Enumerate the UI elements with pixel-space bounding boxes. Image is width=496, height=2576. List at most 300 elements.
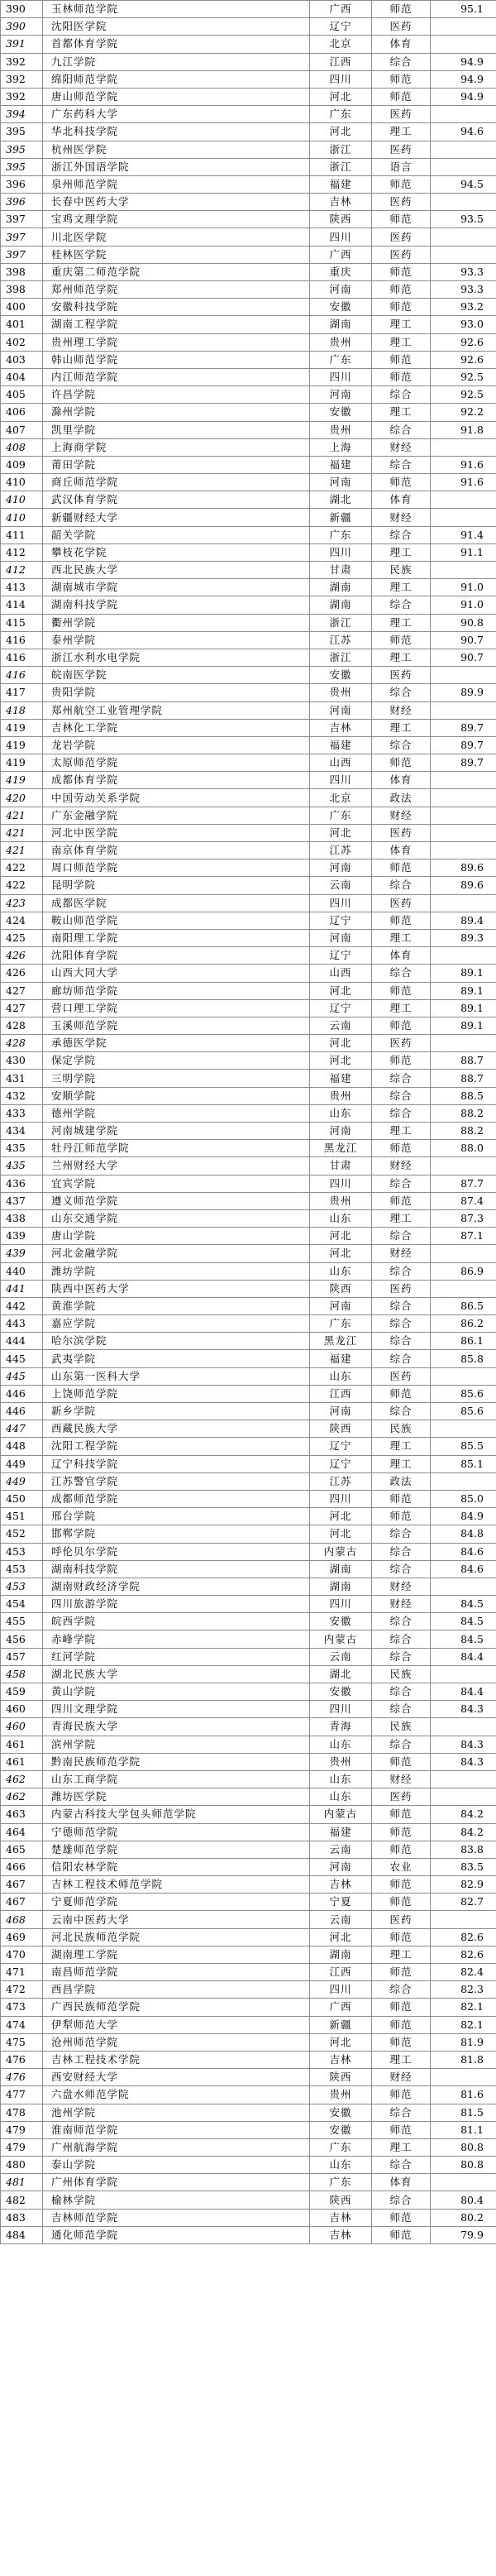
province-cell: 福建 <box>310 175 372 193</box>
score-cell: 95.1 <box>431 1 496 18</box>
type-cell: 民族 <box>372 1665 431 1683</box>
type-cell: 综合 <box>372 1087 431 1104</box>
score-cell <box>431 824 496 841</box>
rank-cell: 442 <box>1 1297 43 1314</box>
province-cell: 山东 <box>310 1770 372 1788</box>
province-cell: 湖南 <box>310 596 372 614</box>
table-row <box>1 1385 496 1402</box>
score-cell: 84.2 <box>431 1806 496 1823</box>
table-row <box>1 211 496 228</box>
type-cell: 师范 <box>372 1753 431 1770</box>
type-cell: 综合 <box>372 526 431 543</box>
table-row <box>1 772 496 789</box>
type-cell: 综合 <box>372 1297 431 1314</box>
province-cell: 湖北 <box>310 1665 372 1683</box>
table-row <box>1 1280 496 1297</box>
university-name-cell: 凯里学院 <box>43 421 310 438</box>
rank-cell: 430 <box>1 1052 43 1070</box>
score-cell <box>431 1770 496 1788</box>
type-cell: 财经 <box>372 1596 431 1613</box>
province-cell: 宁夏 <box>310 1894 372 1911</box>
type-cell: 综合 <box>372 1630 431 1648</box>
table-row <box>1 2174 496 2191</box>
type-cell: 理工 <box>372 2051 431 2068</box>
province-cell: 河南 <box>310 386 372 404</box>
university-name-cell: 六盘水师范学院 <box>43 2086 310 2104</box>
rank-cell: 425 <box>1 929 43 946</box>
table-row <box>1 1736 496 1753</box>
university-name-cell: 西昌学院 <box>43 1981 310 1999</box>
score-cell <box>431 807 496 824</box>
type-cell: 医药 <box>372 246 431 263</box>
rank-cell: 470 <box>1 1946 43 1963</box>
score-cell: 84.4 <box>431 1648 496 1665</box>
university-name-cell: 沈阳工程学院 <box>43 1438 310 1455</box>
province-cell: 新疆 <box>310 509 372 526</box>
type-cell: 师范 <box>372 299 431 316</box>
type-cell: 师范 <box>372 368 431 385</box>
rank-cell: 390 <box>1 18 43 36</box>
rank-cell: 446 <box>1 1385 43 1402</box>
university-name-cell: 宁德师范学院 <box>43 1823 310 1841</box>
table-row <box>1 228 496 246</box>
table-row <box>1 70 496 88</box>
province-cell: 吉林 <box>310 2051 372 2068</box>
table-row <box>1 456 496 473</box>
type-cell: 体育 <box>372 842 431 859</box>
type-cell: 综合 <box>372 1560 431 1578</box>
table-row <box>1 667 496 684</box>
university-name-cell: 滨州学院 <box>43 1736 310 1753</box>
type-cell: 综合 <box>372 1648 431 1665</box>
province-cell: 贵州 <box>310 2086 372 2104</box>
rank-cell: 439 <box>1 1245 43 1262</box>
province-cell: 广西 <box>310 1 372 18</box>
rank-cell: 457 <box>1 1648 43 1665</box>
table-row <box>1 596 496 614</box>
score-cell: 85.8 <box>431 1350 496 1367</box>
score-cell: 89.1 <box>431 965 496 982</box>
table-row <box>1 404 496 421</box>
province-cell: 青海 <box>310 1718 372 1736</box>
university-name-cell: 云南中医药大学 <box>43 1911 310 1928</box>
table-row <box>1 421 496 438</box>
province-cell: 四川 <box>310 772 372 789</box>
table-row <box>1 929 496 946</box>
rank-cell: 456 <box>1 1630 43 1648</box>
university-name-cell: 昆明学院 <box>43 877 310 894</box>
table-row <box>1 982 496 999</box>
province-cell: 四川 <box>310 543 372 561</box>
type-cell: 语言 <box>372 158 431 175</box>
score-cell <box>431 1788 496 1806</box>
score-cell: 88.7 <box>431 1070 496 1087</box>
university-name-cell: 西北民族大学 <box>43 562 310 579</box>
rank-cell: 394 <box>1 106 43 123</box>
province-cell: 安徽 <box>310 299 372 316</box>
university-name-cell: 营口理工学院 <box>43 999 310 1017</box>
score-cell: 94.9 <box>431 70 496 88</box>
score-cell: 89.1 <box>431 982 496 999</box>
score-cell: 88.7 <box>431 1052 496 1070</box>
type-cell: 医药 <box>372 1367 431 1385</box>
province-cell: 四川 <box>310 1175 372 1192</box>
table-row <box>1 1718 496 1736</box>
university-name-cell: 湖南科技学院 <box>43 596 310 614</box>
university-name-cell: 通化师范学院 <box>43 2226 310 2243</box>
province-cell: 广西 <box>310 1999 372 2016</box>
rank-cell: 471 <box>1 1964 43 1981</box>
province-cell: 河北 <box>310 1245 372 1262</box>
university-name-cell: 上饶师范学院 <box>43 1385 310 1402</box>
province-cell: 云南 <box>310 1911 372 1928</box>
score-cell: 82.6 <box>431 1928 496 1946</box>
rank-cell: 397 <box>1 228 43 246</box>
table-row <box>1 649 496 666</box>
type-cell: 师范 <box>372 1806 431 1823</box>
table-row <box>1 789 496 807</box>
rank-cell: 447 <box>1 1420 43 1438</box>
score-cell: 80.8 <box>431 2138 496 2156</box>
score-cell <box>431 1578 496 1595</box>
table-row <box>1 1578 496 1595</box>
score-cell: 91.0 <box>431 579 496 596</box>
rank-cell: 397 <box>1 211 43 228</box>
university-name-cell: 宜宾学院 <box>43 1175 310 1192</box>
province-cell: 福建 <box>310 456 372 473</box>
score-cell: 85.6 <box>431 1403 496 1420</box>
type-cell: 师范 <box>372 281 431 299</box>
province-cell: 云南 <box>310 1648 372 1665</box>
score-cell: 89.3 <box>431 929 496 946</box>
table-row <box>1 614 496 631</box>
score-cell <box>431 1472 496 1490</box>
province-cell: 新疆 <box>310 2016 372 2033</box>
university-name-cell: 池州学院 <box>43 2104 310 2121</box>
rank-cell: 416 <box>1 667 43 684</box>
province-cell: 吉林 <box>310 2226 372 2243</box>
university-name-cell: 长春中医药大学 <box>43 194 310 211</box>
table-row <box>1 1525 496 1543</box>
province-cell: 辽宁 <box>310 18 372 36</box>
score-cell: 89.7 <box>431 736 496 754</box>
type-cell: 综合 <box>372 2104 431 2121</box>
rank-cell: 428 <box>1 1017 43 1034</box>
province-cell: 安徽 <box>310 2121 372 2138</box>
university-name-cell: 河北中医学院 <box>43 824 310 841</box>
university-name-cell: 吉林师范学院 <box>43 2209 310 2226</box>
rank-cell: 445 <box>1 1350 43 1367</box>
type-cell: 综合 <box>372 1070 431 1087</box>
table-row <box>1 141 496 158</box>
rank-cell: 466 <box>1 1858 43 1875</box>
type-cell: 医药 <box>372 141 431 158</box>
province-cell: 辽宁 <box>310 1438 372 1455</box>
table-row <box>1 474 496 491</box>
university-name-cell: 皖西学院 <box>43 1613 310 1630</box>
table-row <box>1 1876 496 1894</box>
score-cell: 82.1 <box>431 2016 496 2033</box>
university-name-cell: 湖南科技学院 <box>43 1560 310 1578</box>
university-name-cell: 楚雄师范学院 <box>43 1841 310 1858</box>
type-cell: 综合 <box>372 2191 431 2209</box>
score-cell <box>431 1157 496 1175</box>
rank-cell: 421 <box>1 807 43 824</box>
rank-cell: 484 <box>1 2226 43 2243</box>
type-cell: 综合 <box>372 1403 431 1420</box>
score-cell <box>431 194 496 211</box>
table-row <box>1 824 496 841</box>
university-name-cell: 辽宁科技学院 <box>43 1455 310 1472</box>
type-cell: 综合 <box>372 1333 431 1350</box>
university-name-cell: 廊坊师范学院 <box>43 982 310 999</box>
university-name-cell: 太原师范学院 <box>43 754 310 772</box>
rank-cell: 441 <box>1 1280 43 1297</box>
type-cell: 理工 <box>372 929 431 946</box>
table-row <box>1 1052 496 1070</box>
score-cell <box>431 562 496 579</box>
university-name-cell: 许昌学院 <box>43 386 310 404</box>
score-cell: 85.0 <box>431 1490 496 1507</box>
rank-cell: 438 <box>1 1209 43 1227</box>
rank-cell: 460 <box>1 1718 43 1736</box>
score-cell: 89.7 <box>431 719 496 736</box>
university-name-cell: 韶关学院 <box>43 526 310 543</box>
rank-cell: 414 <box>1 596 43 614</box>
university-name-cell: 陕西中医药大学 <box>43 1280 310 1297</box>
score-cell: 89.7 <box>431 754 496 772</box>
rank-cell: 464 <box>1 1823 43 1841</box>
university-name-cell: 攀枝花学院 <box>43 543 310 561</box>
university-name-cell: 四川旅游学院 <box>43 1596 310 1613</box>
type-cell: 师范 <box>372 1140 431 1157</box>
score-cell: 93.2 <box>431 299 496 316</box>
rank-cell: 467 <box>1 1894 43 1911</box>
province-cell: 广西 <box>310 246 372 263</box>
score-cell: 84.6 <box>431 1543 496 1560</box>
university-name-cell: 赤峰学院 <box>43 1630 310 1648</box>
score-cell: 94.9 <box>431 53 496 70</box>
score-cell: 89.6 <box>431 877 496 894</box>
score-cell <box>431 106 496 123</box>
table-row <box>1 543 496 561</box>
type-cell: 综合 <box>372 596 431 614</box>
university-name-cell: 沧州师范学院 <box>43 2033 310 2051</box>
table-row <box>1 281 496 299</box>
type-cell: 综合 <box>372 1981 431 1999</box>
province-cell: 四川 <box>310 1490 372 1507</box>
table-row <box>1 1245 496 1262</box>
rank-cell: 446 <box>1 1403 43 1420</box>
type-cell: 民族 <box>372 1420 431 1438</box>
rank-cell: 459 <box>1 1683 43 1701</box>
table-row <box>1 1472 496 1490</box>
university-name-cell: 武夷学院 <box>43 1350 310 1367</box>
university-name-cell: 哈尔滨学院 <box>43 1333 310 1350</box>
table-row <box>1 18 496 36</box>
table-row <box>1 53 496 70</box>
province-cell: 河北 <box>310 1928 372 1946</box>
score-cell: 93.0 <box>431 316 496 333</box>
rank-cell: 412 <box>1 562 43 579</box>
rank-cell: 398 <box>1 281 43 299</box>
table-row <box>1 1946 496 1963</box>
province-cell: 广东 <box>310 351 372 368</box>
rank-cell: 477 <box>1 2086 43 2104</box>
table-row <box>1 1630 496 1648</box>
province-cell: 贵州 <box>310 684 372 701</box>
rank-cell: 461 <box>1 1736 43 1753</box>
table-row <box>1 1192 496 1209</box>
score-cell: 84.5 <box>431 1630 496 1648</box>
rank-cell: 479 <box>1 2138 43 2156</box>
rank-cell: 426 <box>1 947 43 965</box>
province-cell: 安徽 <box>310 2104 372 2121</box>
table-row <box>1 1070 496 1087</box>
table-row <box>1 1999 496 2016</box>
university-name-cell: 浙江水利水电学院 <box>43 649 310 666</box>
score-cell: 83.5 <box>431 1858 496 1875</box>
university-name-cell: 新疆财经大学 <box>43 509 310 526</box>
rank-cell: 428 <box>1 1035 43 1052</box>
score-cell: 91.6 <box>431 474 496 491</box>
rank-cell: 463 <box>1 1806 43 1823</box>
university-name-cell: 西安财经大学 <box>43 2069 310 2086</box>
province-cell: 甘肃 <box>310 562 372 579</box>
rank-cell: 431 <box>1 1070 43 1087</box>
table-row <box>1 965 496 982</box>
type-cell: 财经 <box>372 701 431 719</box>
table-row <box>1 842 496 859</box>
university-name-cell: 山西大同大学 <box>43 965 310 982</box>
province-cell: 福建 <box>310 1070 372 1087</box>
table-row <box>1 1858 496 1875</box>
table-row <box>1 88 496 105</box>
score-cell <box>431 36 496 53</box>
score-cell: 86.5 <box>431 1297 496 1314</box>
province-cell: 河北 <box>310 982 372 999</box>
type-cell: 医药 <box>372 1911 431 1928</box>
table-row <box>1 1140 496 1157</box>
table-row <box>1 1788 496 1806</box>
type-cell: 财经 <box>372 509 431 526</box>
score-cell: 84.3 <box>431 1701 496 1718</box>
table-row <box>1 1753 496 1770</box>
score-cell: 90.7 <box>431 631 496 649</box>
university-name-cell: 信阳农林学院 <box>43 1858 310 1875</box>
type-cell: 师范 <box>372 982 431 999</box>
province-cell: 湖南 <box>310 579 372 596</box>
type-cell: 理工 <box>372 316 431 333</box>
province-cell: 山东 <box>310 1262 372 1280</box>
province-cell: 内蒙古 <box>310 1806 372 1823</box>
score-cell: 90.8 <box>431 614 496 631</box>
type-cell: 民族 <box>372 562 431 579</box>
type-cell: 综合 <box>372 877 431 894</box>
rank-cell: 455 <box>1 1613 43 1630</box>
type-cell: 理工 <box>372 404 431 421</box>
university-name-cell: 吉林工程技术师范学院 <box>43 1876 310 1894</box>
type-cell: 师范 <box>372 1876 431 1894</box>
table-row <box>1 754 496 772</box>
score-cell: 82.6 <box>431 1946 496 1963</box>
table-row <box>1 2191 496 2209</box>
university-name-cell: 伊犁师范大学 <box>43 2016 310 2033</box>
province-cell: 甘肃 <box>310 1157 372 1175</box>
province-cell: 贵州 <box>310 1192 372 1209</box>
university-name-cell: 淮南师范学院 <box>43 2121 310 2138</box>
type-cell: 医药 <box>372 1280 431 1297</box>
university-name-cell: 江苏警官学院 <box>43 1472 310 1490</box>
type-cell: 体育 <box>372 772 431 789</box>
university-name-cell: 唐山师范学院 <box>43 88 310 105</box>
table-row <box>1 719 496 736</box>
type-cell: 师范 <box>372 175 431 193</box>
university-name-cell: 贵阳学院 <box>43 684 310 701</box>
score-cell: 84.5 <box>431 1596 496 1613</box>
type-cell: 理工 <box>372 543 431 561</box>
type-cell: 理工 <box>372 614 431 631</box>
table-row <box>1 351 496 368</box>
province-cell: 河北 <box>310 2033 372 2051</box>
type-cell: 医药 <box>372 1035 431 1052</box>
table-row <box>1 912 496 929</box>
type-cell: 师范 <box>372 263 431 280</box>
province-cell: 安徽 <box>310 667 372 684</box>
rank-cell: 416 <box>1 649 43 666</box>
province-cell: 四川 <box>310 228 372 246</box>
province-cell: 黑龙江 <box>310 1140 372 1157</box>
university-name-cell: 成都医学院 <box>43 894 310 912</box>
table-row <box>1 158 496 175</box>
type-cell: 师范 <box>372 70 431 88</box>
score-cell <box>431 667 496 684</box>
university-name-cell: 嘉应学院 <box>43 1315 310 1333</box>
type-cell: 综合 <box>372 1683 431 1701</box>
province-cell: 山东 <box>310 1736 372 1753</box>
province-cell: 河北 <box>310 1525 372 1543</box>
ranking-table-body <box>1 1 496 2244</box>
type-cell: 政法 <box>372 1472 431 1490</box>
score-cell: 91.6 <box>431 456 496 473</box>
score-cell: 93.5 <box>431 211 496 228</box>
rank-cell: 419 <box>1 772 43 789</box>
rank-cell: 478 <box>1 2104 43 2121</box>
province-cell: 吉林 <box>310 194 372 211</box>
table-row <box>1 333 496 351</box>
rank-cell: 423 <box>1 894 43 912</box>
rank-cell: 473 <box>1 1999 43 2016</box>
province-cell: 黑龙江 <box>310 1333 372 1350</box>
rank-cell: 435 <box>1 1157 43 1175</box>
rank-cell: 483 <box>1 2209 43 2226</box>
province-cell: 内蒙古 <box>310 1543 372 1560</box>
table-row <box>1 1806 496 1823</box>
rank-cell: 440 <box>1 1262 43 1280</box>
score-cell: 90.7 <box>431 649 496 666</box>
rank-cell: 451 <box>1 1508 43 1525</box>
rank-cell: 424 <box>1 912 43 929</box>
province-cell: 云南 <box>310 877 372 894</box>
type-cell: 财经 <box>372 1245 431 1262</box>
type-cell: 师范 <box>372 1841 431 1858</box>
province-cell: 河北 <box>310 88 372 105</box>
province-cell: 四川 <box>310 368 372 385</box>
rank-cell: 407 <box>1 421 43 438</box>
score-cell: 88.2 <box>431 1123 496 1140</box>
score-cell: 80.8 <box>431 2157 496 2174</box>
score-cell: 85.6 <box>431 1385 496 1402</box>
